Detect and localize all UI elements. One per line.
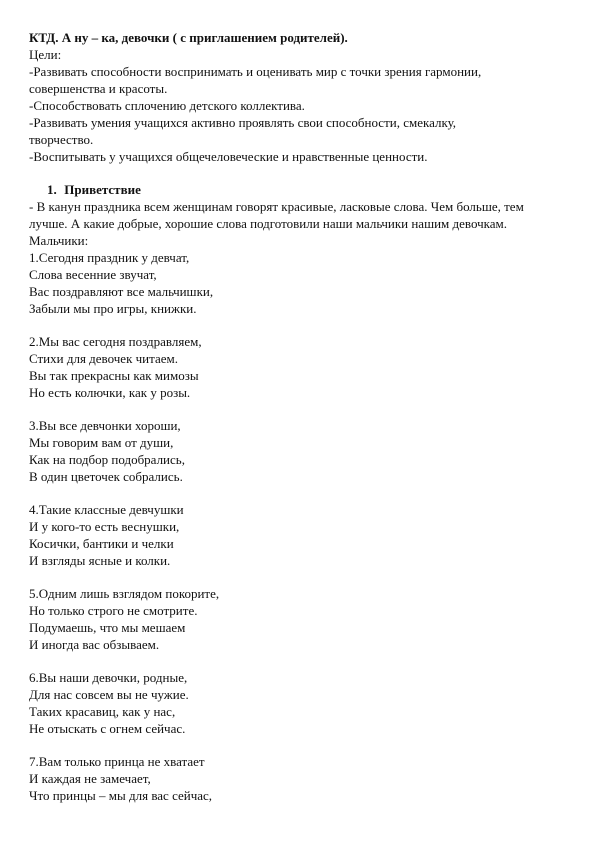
intro-line: - В канун праздника всем женщинам говорят красивые, ласковые слова. Чем больше, тем <box>29 199 524 214</box>
poem-line: Вы так прекрасны как мимозы <box>29 368 199 383</box>
goals-block <box>29 46 569 165</box>
poem-line: Как на подбор подобрались, <box>29 452 185 467</box>
goal-line: -Развивать умения учащихся активно проявлять свои способности, смекалку, <box>29 115 457 130</box>
poem-line: Таких красавиц, как у нас, <box>29 704 176 719</box>
section-title: Приветствие <box>64 182 141 197</box>
poem-stanza <box>29 333 569 401</box>
poem-line: 4.Такие классные девчушки <box>29 502 184 517</box>
intro-line: лучше. А какие добрые, хорошие слова подготовили наши мальчики нашим девочкам. <box>29 216 508 231</box>
poem-line: Для нас совсем вы не чужие. <box>29 687 189 702</box>
poem-line: И иногда вас обзываем. <box>29 637 160 652</box>
poem-line: 6.Вы наши девочки, родные, <box>29 670 188 685</box>
poem-stanza <box>29 585 569 653</box>
document-content <box>29 29 569 820</box>
poem-line: Подумаешь, что мы мешаем <box>29 620 186 635</box>
document-title: КТД. А ну – ка, девочки ( с приглашением родителей). <box>29 30 348 45</box>
poem-line: Не отыскать с огнем сейчас. <box>29 721 186 736</box>
intro-block <box>29 198 569 249</box>
poem-line: 3.Вы все девчонки хороши, <box>29 418 181 433</box>
poem-line: 7.Вам только принца не хватает <box>29 754 205 769</box>
goal-line: -Способствовать сплочению детского коллектива. <box>29 98 305 113</box>
goal-line: совершенства и красоты. <box>29 81 168 96</box>
poem-line: И у кого-то есть веснушки, <box>29 519 180 534</box>
poem-line: Стихи для девочек читаем. <box>29 351 178 366</box>
poem-stanza <box>29 501 569 569</box>
poem-line: 2.Мы вас сегодня поздравляем, <box>29 334 202 349</box>
poem-stanza <box>29 669 569 737</box>
poem-line: И каждая не замечает, <box>29 771 151 786</box>
section-number: 1. <box>47 182 57 197</box>
poem-line: Что принцы – мы для вас сейчас, <box>29 788 213 803</box>
poem-line: В один цветочек собрались. <box>29 469 183 484</box>
poem-line: Но есть колючки, как у розы. <box>29 385 191 400</box>
section-heading <box>47 181 569 198</box>
poem-line: Косички, бантики и челки <box>29 536 174 551</box>
poem-line: Но только строго не смотрите. <box>29 603 198 618</box>
goal-line: творчество. <box>29 132 94 147</box>
poem-line: Вас поздравляют все мальчишки, <box>29 284 214 299</box>
poem <box>29 249 569 804</box>
poem-line: Мы говорим вам от души, <box>29 435 174 450</box>
poem-line: Слова весенние звучат, <box>29 267 157 282</box>
poem-stanza <box>29 249 569 317</box>
poem-line: И взгляды ясные и колки. <box>29 553 171 568</box>
poem-line: 1.Сегодня праздник у девчат, <box>29 250 190 265</box>
intro-line: Мальчики: <box>29 233 89 248</box>
goals-label: Цели: <box>29 47 62 62</box>
poem-line: 5.Одним лишь взглядом покорите, <box>29 586 220 601</box>
goal-line: -Воспитывать у учащихся общечеловеческие и нравственные ценности. <box>29 149 428 164</box>
poem-line: Забыли мы про игры, книжки. <box>29 301 197 316</box>
poem-stanza <box>29 417 569 485</box>
goal-line: -Развивать способности воспринимать и оценивать мир с точки зрения гармонии, <box>29 64 482 79</box>
poem-stanza <box>29 753 569 804</box>
